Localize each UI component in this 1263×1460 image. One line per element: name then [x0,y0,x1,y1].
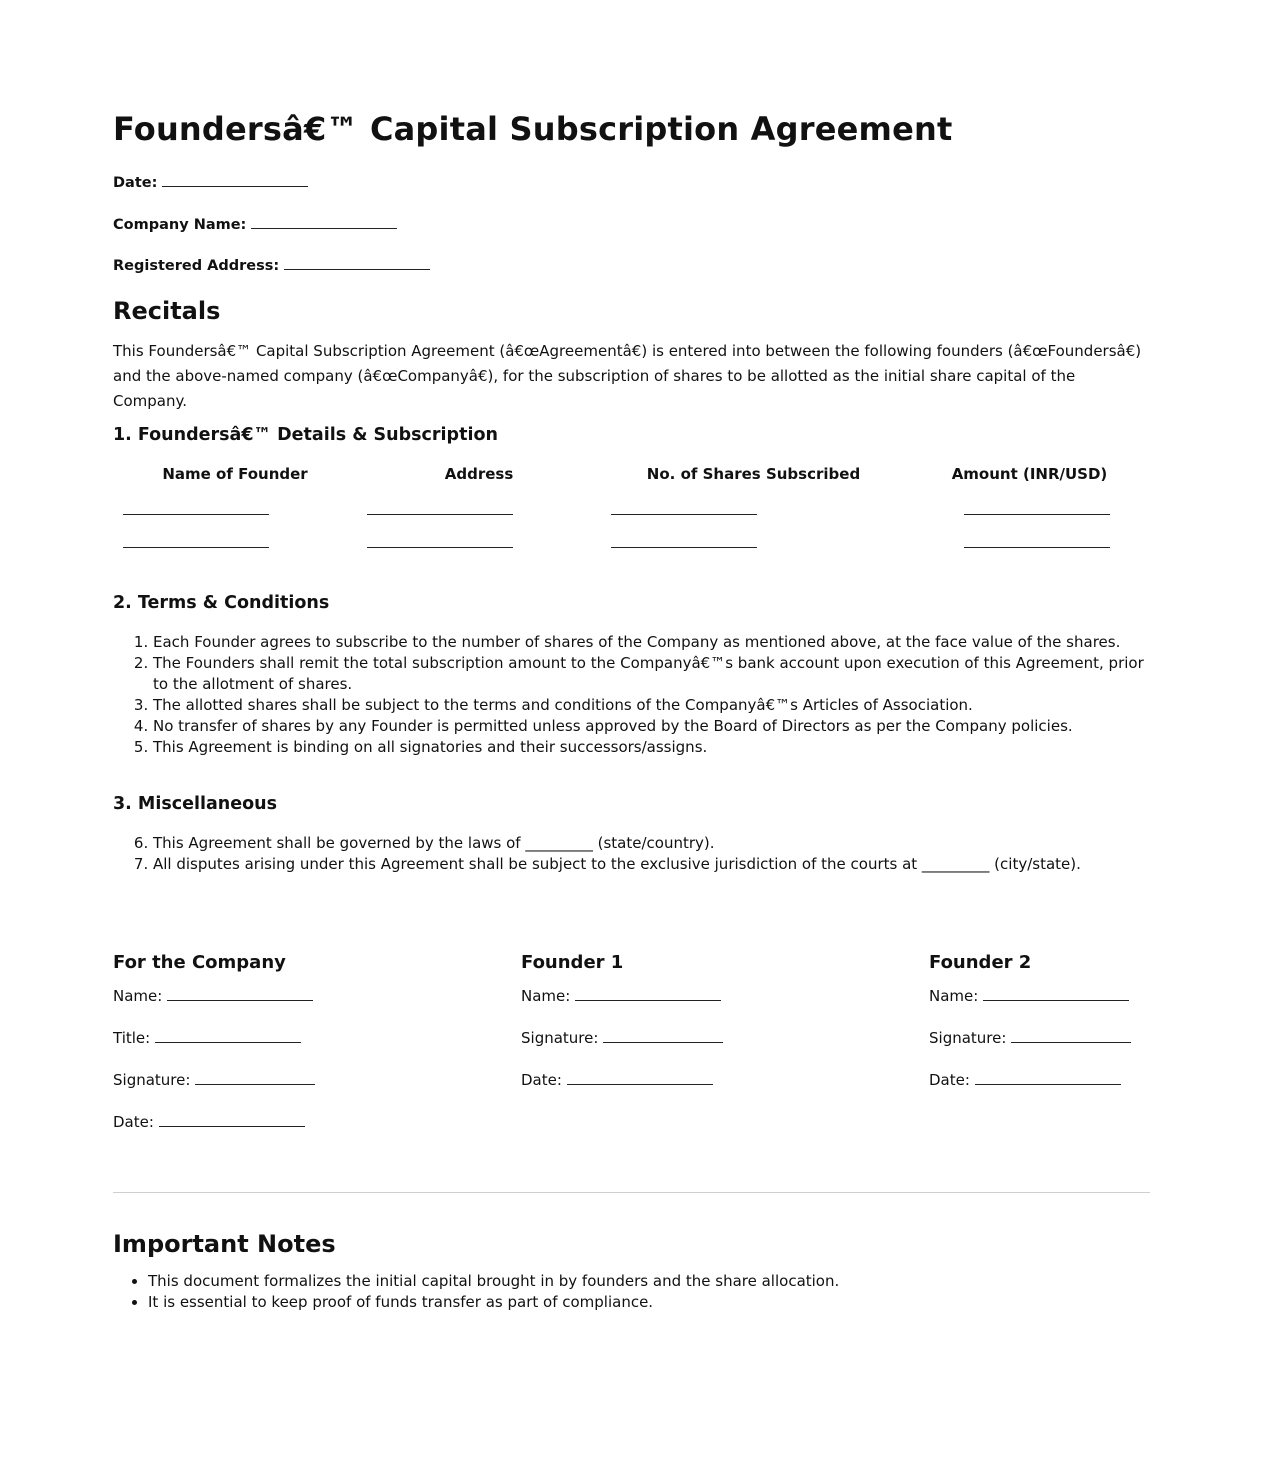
important-notes-heading: Important Notes [113,1230,336,1258]
list-item: 1. Each Founder agrees to subscribe to the number of shares of the Company as mentioned above, at the face value of the shares. [153,632,1153,653]
sig-label: Date: [113,1113,154,1131]
date-field [113,172,308,191]
company-name-line [113,986,413,1028]
amount-cell [906,492,1153,525]
amount-cell [906,525,1153,558]
document-title: Foundersâ€™ Capital Subscription Agreement [113,110,953,148]
company-title-blank[interactable] [155,1028,301,1043]
misc-list [113,833,1153,875]
registered-address-blank[interactable] [284,255,430,270]
shares-blank[interactable] [611,504,757,515]
company-name-field [113,214,397,233]
table-row [113,492,1153,525]
recitals-text: This Foundersâ€™ Capital Subscription Agreement (â€œAgreementâ€) is entered into between the following founders (â€œFoundersâ€) and the above-named company (â€œCompanyâ€), for the subscription of shares to be allotted as the initial share capital of the Company. [113,342,1142,410]
registered-address-label: Registered Address: [113,258,280,274]
founder-address-cell [357,525,601,558]
founder1-date-line [521,1070,821,1112]
section3-heading: 3. Miscellaneous [113,794,278,814]
company-name-sig-blank[interactable] [167,986,313,1001]
list-item: • It is essential to keep proof of funds transfer as part of compliance. [148,1292,1148,1313]
sig-label: Signature: [521,1029,599,1047]
founder-name-cell [113,525,357,558]
founder-name-blank[interactable] [123,537,269,548]
section-divider [113,1192,1150,1193]
list-item: 5. This Agreement is binding on all signatories and their successors/assigns. [153,737,1153,758]
founder1-signature-title: Founder 1 [521,952,624,973]
company-title-line [113,1028,413,1070]
sig-label: Date: [521,1071,562,1089]
list-item: 4. No transfer of shares by any Founder is permitted unless approved by the Board of Directors as per the Company policies. [153,716,1153,737]
table-header-row [113,456,1153,492]
document-page [113,0,1153,1311]
company-signature-line [113,1070,413,1112]
list-item: • This document formalizes the initial capital brought in by founders and the share allocation. [148,1271,1148,1292]
founder2-signature-block [929,952,1229,1112]
sig-label: Title: [113,1029,151,1047]
founder-address-cell [357,492,601,525]
company-signature-blank[interactable] [195,1070,315,1085]
founder1-name-line [521,986,821,1028]
col-name-of-founder: Name of Founder [162,465,308,483]
amount-blank[interactable] [964,504,1110,515]
col-amount: Amount (INR/USD) [951,465,1108,483]
founder2-name-blank[interactable] [983,986,1129,1001]
founder2-signature-title: Founder 2 [929,952,1032,973]
sig-label: Signature: [113,1071,191,1089]
list-item: 6. This Agreement shall be governed by the laws of _________ (state/country). [153,833,1153,854]
founder1-signature-block [521,952,821,1112]
col-address: Address [444,465,514,483]
list-item: 3. The allotted shares shall be subject to the terms and conditions of the Companyâ€™s Articles of Association. [153,695,1153,716]
founders-table [113,456,1153,558]
notes-list [113,1271,1148,1313]
founder-address-blank[interactable] [367,537,513,548]
recitals-heading: Recitals [113,297,221,325]
founder-name-blank[interactable] [123,504,269,515]
list-item: 2. The Founders shall remit the total subscription amount to the Companyâ€™s bank account upon execution of this Agreement, prior to the allotment of shares. [153,653,1153,695]
table-row [113,525,1153,558]
founder2-date-blank[interactable] [975,1070,1121,1085]
date-label: Date: [113,175,158,191]
company-signature-title: For the Company [113,952,286,973]
sig-label: Name: [113,987,163,1005]
founder1-date-blank[interactable] [567,1070,713,1085]
date-blank[interactable] [162,172,308,187]
amount-blank[interactable] [964,537,1110,548]
shares-cell [601,492,906,525]
sig-label: Date: [929,1071,970,1089]
sig-label: Name: [929,987,979,1005]
founder-address-blank[interactable] [367,504,513,515]
section2-heading: 2. Terms & Conditions [113,593,330,613]
founder1-name-blank[interactable] [575,986,721,1001]
shares-cell [601,525,906,558]
founder2-date-line [929,1070,1229,1112]
founder1-signature-blank[interactable] [603,1028,723,1043]
section1-heading: 1. Foundersâ€™ Details & Subscription [113,425,498,445]
founder-name-cell [113,492,357,525]
founder2-name-line [929,986,1229,1028]
company-signature-block [113,952,413,1154]
company-name-blank[interactable] [251,214,397,229]
registered-address-field [113,255,430,274]
terms-list [113,632,1153,758]
shares-blank[interactable] [611,537,757,548]
founder2-signature-blank[interactable] [1011,1028,1131,1043]
company-name-label: Company Name: [113,217,247,233]
sig-label: Name: [521,987,571,1005]
company-date-line [113,1112,413,1154]
list-item: 7. All disputes arising under this Agreement shall be subject to the exclusive jurisdiction of the courts at _________ (city/state). [153,854,1153,875]
founder2-signature-line [929,1028,1229,1070]
founder1-signature-line [521,1028,821,1070]
company-date-blank[interactable] [159,1112,305,1127]
col-shares-subscribed: No. of Shares Subscribed [646,465,861,483]
sig-label: Signature: [929,1029,1007,1047]
